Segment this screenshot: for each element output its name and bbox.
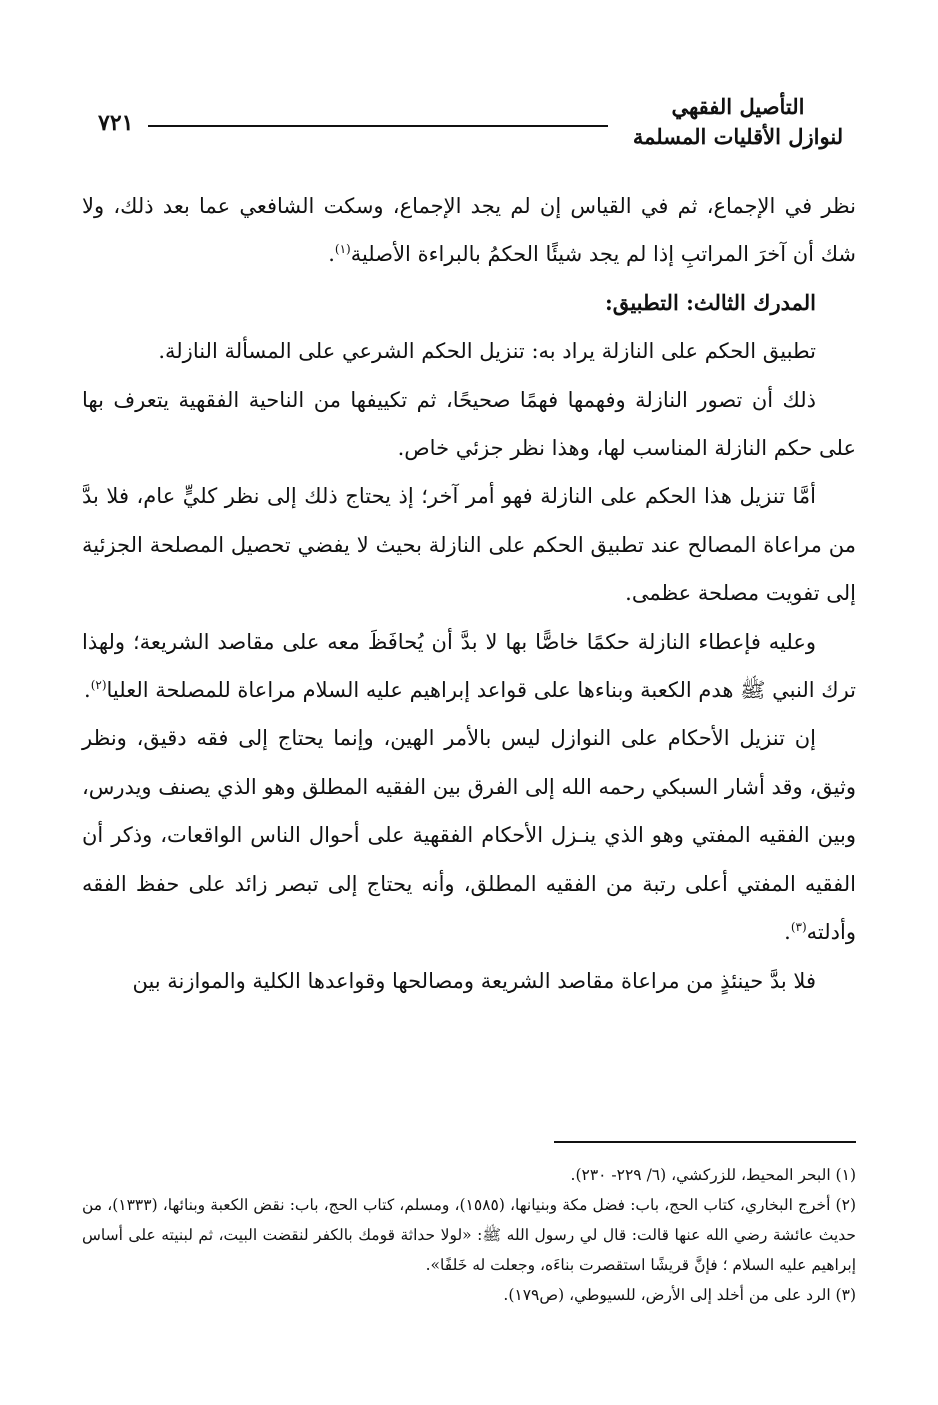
paragraph-5-text: وعليه فإعطاء النازلة حكمًا خاصًّا بها لا بدَّ أن يُحافَظَ معه على مقاصد الشريعة؛ ولهذا ترك النبي ﷺ هدم الكعبة وبناءها على قواعد إبراهيم عليه السلام مراعاة للمصلحة العليا (82, 629, 856, 703)
page-number: ٧٢١ (98, 110, 134, 136)
paragraph-6 (82, 714, 856, 956)
footnote-ref-2[interactable]: (٢) (90, 678, 107, 693)
footnote-2: (٢) أخرج البخاري، كتاب الحج، باب: فضل مكة وبنيانها، (١٥٨٥)، ومسلم، كتاب الحج، باب: نقض الكعبة وبنائها، (١٣٣٣)، من حديث عائشة رضي الله عنها قالت: قال لي رسول الله ﷺ: «لولا حداثة قومك بالكفر لنقضت البيت، ثم لبنيته على أساس إبراهيم عليه السلام ؛ فإنَّ قريشًا استقصرت بناءَه، وجعلت له خَلفًا». (82, 1196, 856, 1274)
footnote-1: (١) البحر المحيط، للزركشي، (٦/ ٢٢٩- ٢٣٠). (570, 1166, 856, 1184)
paragraph-4: أمَّا تنزيل هذا الحكم على النازلة فهو أمر آخر؛ إذ يحتاج ذلك إلى نظر كليٍّ عام، فلا بدَّ من مراعاة المصالح عند تطبيق الحكم على النازلة بحيث لا يفضي تحصيل المصلحة الجزئية إلى تفويت مصلحة عظمى. (82, 484, 856, 606)
paragraph-7: فلا بدَّ حينئذٍ من مراعاة مقاصد الشريعة ومصالحها وقواعدها الكلية والموازنة بين (132, 968, 816, 993)
book-title-line-2: لنوازل الأقليات المسلمة (632, 124, 844, 149)
book-title (618, 92, 858, 152)
paragraph-6-text: إن تنزيل الأحكام على النوازل ليس بالأمر الهين، وإنما يحتاج إلى فقه دقيق، ونظر وثيق، وقد أشار السبكي رحمه الله إلى الفرق بين الفقيه المطلق وهو الذي يصنف ويدرس، وبين الفقيه المفتي وهو الذي ينـزل الأحكام الفقهية على أحوال الناس الواقعات، وذكر أن الفقيه المفتي أعلى رتبة من الفقيه المطلق، وأنه يحتاج إلى تبصر زائد على حفظ الفقه وأدلته (82, 726, 856, 945)
footnotes (82, 1160, 856, 1310)
paragraph-5-end: . (84, 678, 91, 703)
header-rule (148, 125, 608, 127)
paragraph-1-text: نظر في الإجماع، ثم في القياس إن لم يجد الإجماع، وسكت الشافعي عما بعد ذلك، ولا شك أن آخرَ المراتبِ إذا لم يجد شيئًا الحكمُ بالبراءة الأصلية (82, 194, 857, 267)
paragraph-1-end: . (328, 242, 335, 267)
footnote-3: (٣) الرد على من أخلد إلى الأرض، للسيوطي، (ص١٧٩). (503, 1286, 856, 1304)
running-header (80, 92, 858, 162)
body-text (82, 182, 856, 1005)
paragraph-2: تطبيق الحكم على النازلة يراد به: تنزيل الحكم الشرعي على المسألة النازلة. (158, 339, 816, 364)
paragraph-1 (82, 182, 856, 279)
paragraph-3: ذلك أن تصور النازلة وفهمها فهمًا صحيحًا، ثم تكييفها من الناحية الفقهية يتعرف بها على حكم النازلة المناسب لها، وهذا نظر جزئي خاص. (82, 387, 856, 461)
paragraph-6-end: . (784, 920, 791, 945)
paragraph-5 (82, 618, 856, 715)
section-heading: المدرك الثالث: التطبيق: (605, 289, 816, 315)
footnote-ref-3[interactable]: (٣) (790, 920, 807, 935)
footnote-ref-1[interactable]: (١) (334, 242, 351, 257)
footnote-separator (554, 1141, 856, 1143)
book-title-line-1: التأصيل الفقهي (671, 94, 805, 119)
